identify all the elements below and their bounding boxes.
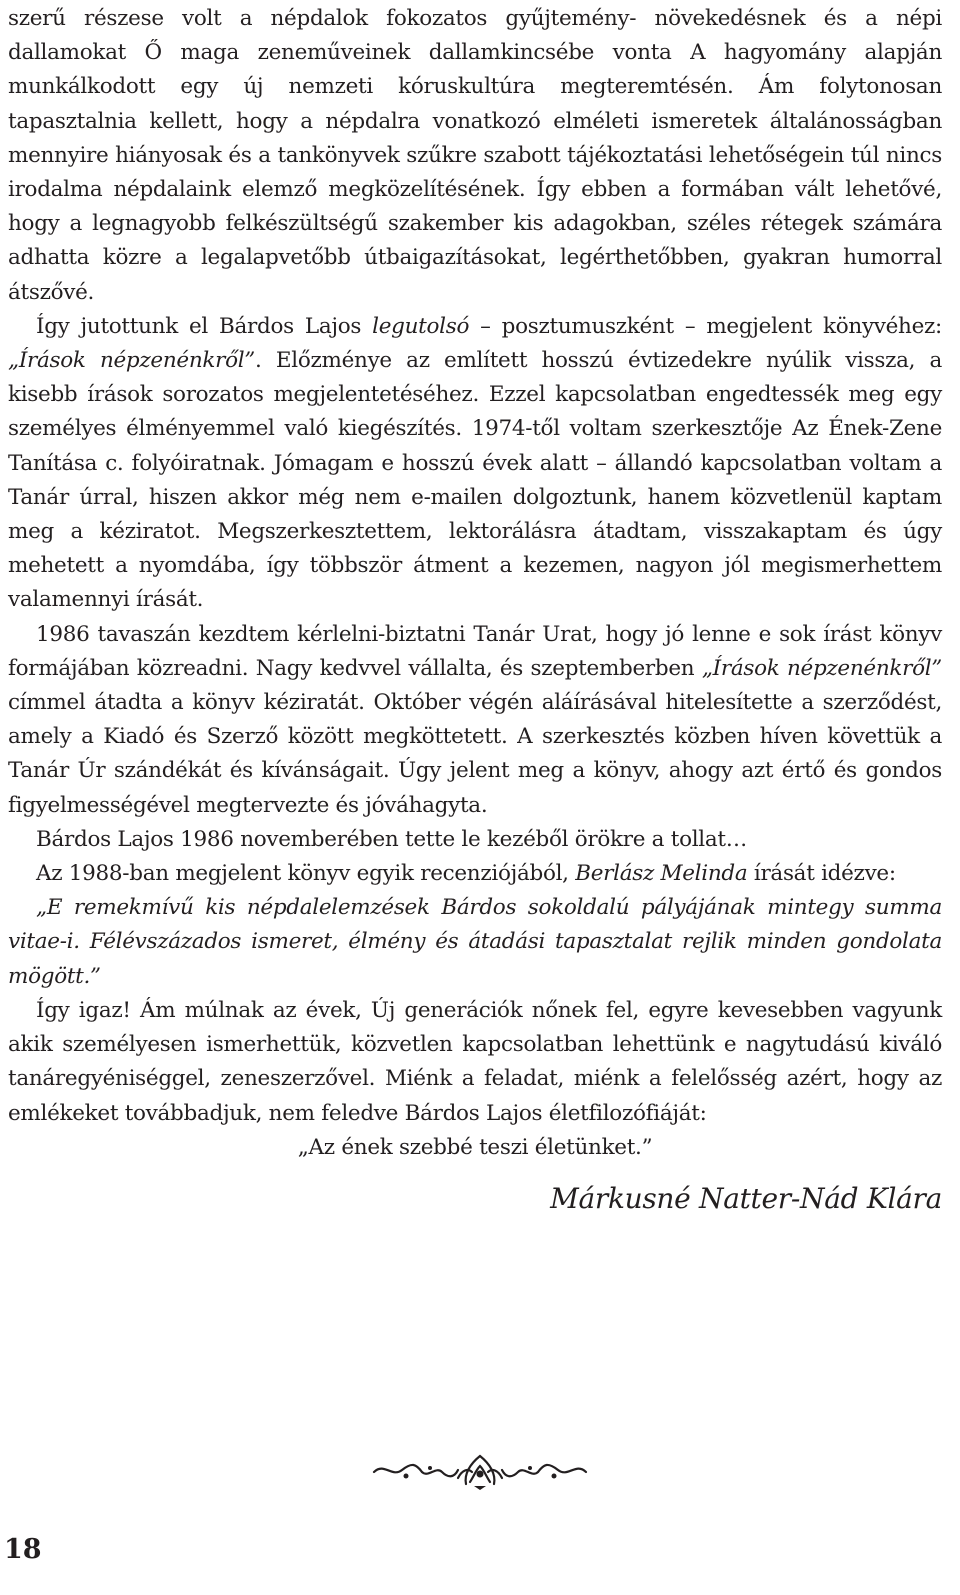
text-run: . Előzménye az említett hosszú évtizedekre nyúlik vissza, a kisebb írások sorozatos megjelentetéséhez. Ezzel kapcsolatban engedtessék meg egy személyes élményemmel való kiegészítés. 1974-től voltam szerkesztője Az Ének-Zene Tanítása c. folyóiratnak. Jómagam e hosszú évek alatt – állandó kapcsolatban voltam a Tanár úrral, hiszen akkor még nem e-mailen dolgoztunk, hanem közvetlenül kaptam meg a kéziratot. Megszerkesztettem, lektorálásra átadtam, visszakaptam és úgy mehetett a nyomdába, így többször átment a kezemen, nagyon jól megismerhettem valamennyi írását. bbox=[8, 348, 943, 613]
quotation: „E remekmívű kis népdalelemzések Bárdos sokoldalú pályájának mintegy summa vitae-i. Félévszázados ismeret, élmény és átadási tapasztalat rejlik minden gondolata mögött.” bbox=[8, 895, 942, 989]
text-run: Az 1988-ban megjelent könyv egyik recenziójából, bbox=[36, 861, 576, 887]
text-run: írását idézve: bbox=[747, 861, 896, 887]
emphasis: legutolsó bbox=[372, 313, 470, 339]
page-number: 18 bbox=[4, 1534, 42, 1565]
paragraph-closing: Így igaz! Ám múlnak az évek, Új generációk nőnek fel, egyre kevesebben vagyunk akik személyesen ismerhettük, közvetlen kapcsolatban lehettünk e nagytudású kiváló tanáregyéniséggel, zeneszerzővel. Miénk a feladat, miénk a felelősség azért, hogy az emlékeket továbbadjuk, nem feledve Bárdos Lajos életfilozófiáját: bbox=[8, 997, 942, 1126]
text-run: Így jutottunk el Bárdos Lajos bbox=[36, 313, 373, 339]
paragraph-bardos-book bbox=[8, 310, 942, 618]
text-run: címmel átadta a könyv kéziratát. Október végén aláírásával hitelesítette a szerződést, amely a Kiadó és Szerző között megköttetett. A szerkesztés közben híven követtük a Tanár Úr szándékát és kívánságait. Úgy jelent meg a könyv, ahogy azt értő és gondos figyelmességével megtervezte és jóváhagyta. bbox=[8, 690, 942, 818]
paragraph-intro: szerű részese volt a népdalok fokozatos gyűjtemény- növekedésnek és a népi dallamokat Ő maga zeneműveinek dallamkincsébe vonta A hagyomány alapján munkálkodott egy új nemzeti kóruskultúra megteremtésén. Ám folytonosan tapasztalnia kellett, hogy a népdalra vonatkozó elméleti ismeretek általánosságban mennyire hiányosak és a tankönyvek szűkre szabott tájékoztatási lehetőségein túl nincs irodalma népdalaink elemző megközelítésének. Így ebben a formában vált lehetővé, hogy a legnagyobb felkészültségű szakember kis adagokban, széles rétegek számára adhatta közre a legalapvetőbb útbaigazításokat, legérthetőbben, gyakran humorral átszővé. bbox=[8, 6, 942, 305]
text-run: – posztumuszként – megjelent könyvéhez: bbox=[469, 313, 942, 339]
motto: „Az ének szebbé teszi életünket.” bbox=[297, 1134, 653, 1160]
paragraph-1986-spring bbox=[8, 618, 942, 823]
book-title: „Írások népzenénkről” bbox=[701, 655, 942, 681]
paragraph-recension bbox=[8, 857, 942, 891]
author-signature: Márkusné Natter-Nád Klára bbox=[550, 1181, 942, 1215]
floral-ornament-icon bbox=[370, 1448, 590, 1492]
book-title: „Írások népzenénkről” bbox=[8, 348, 255, 374]
author-name: Berlász Melinda bbox=[575, 861, 748, 887]
paragraph-november: Bárdos Lajos 1986 novemberében tette le kezéből örökre a tollat… bbox=[36, 826, 747, 852]
body-text bbox=[8, 2, 942, 1219]
text-run: 1986 tavaszán kezdtem kérlelni-biztatni Tanár Urat, hogy jó lenne e sok írást könyv formájában közreadni. Nagy kedvvel vállalta, és szeptemberben bbox=[8, 621, 942, 681]
